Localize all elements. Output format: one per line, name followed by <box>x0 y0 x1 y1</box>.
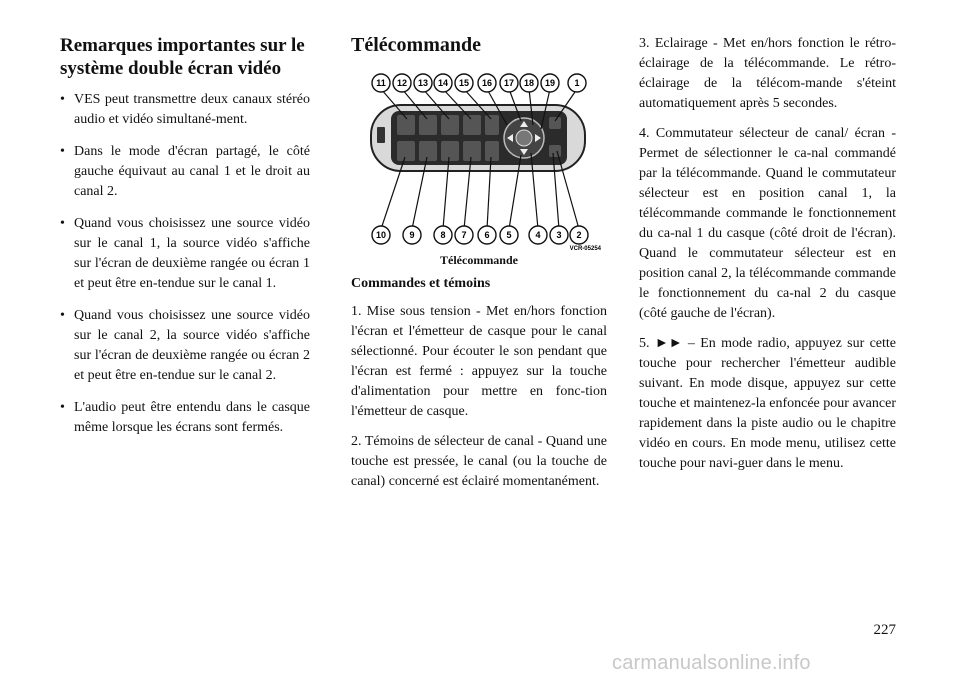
callout-badge <box>372 226 390 244</box>
svg-text:17: 17 <box>503 78 515 88</box>
callout-badge <box>372 74 390 92</box>
svg-text:7: 7 <box>461 230 467 240</box>
svg-text:14: 14 <box>437 78 449 88</box>
callout-badge <box>529 226 547 244</box>
callout-badge <box>550 226 568 244</box>
middle-column <box>351 34 607 502</box>
callout-badge <box>403 226 421 244</box>
svg-text:5: 5 <box>506 230 512 240</box>
section-heading-remote: Télécommande <box>351 34 481 56</box>
callout-badge <box>500 226 518 244</box>
subheading-controls: Commandes et témoins <box>351 276 491 291</box>
paragraph: 1. Mise sous tension - Met en/hors fonction l'écran et l'émetteur de casque pour le canal sélectionné. Pour écouter le son pendant que l'écran est fermé : appuyez sur la touche d'alimentation pour mettre en fonc-tion l'émetteur de casque. <box>351 304 607 419</box>
brand-logo <box>377 127 385 143</box>
remote-control-figure <box>351 71 607 251</box>
svg-text:10: 10 <box>375 230 387 240</box>
list-item: • Dans le mode d'écran partagé, le côté gauche équivaut au canal 1 et le droit au canal 2. <box>60 142 310 202</box>
callout-badge <box>541 74 559 92</box>
paragraph: 3. Eclairage - Met en/hors fonction le rétro-éclairage de la télécommande. Le rétro-éclairage de la télécom-mande s'éteint automatiquement après 5 secondes. <box>639 36 896 111</box>
callout-badge <box>455 226 473 244</box>
svg-text:3: 3 <box>556 230 562 240</box>
callout-badge <box>455 74 473 92</box>
paragraph: 5. ►► – En mode radio, appuyez sur cette touche pour rechercher l'émetteur audible suivant. En mode disque, appuyez sur cette touche et maintenez-la enfoncée pour avancer rapidement dans la piste audio ou le chapitre vidéo en cours. En mode menu, utilisez cette touche pour navi-guer dans le menu. <box>639 336 896 471</box>
paragraph: 2. Témoins de sélecteur de canal - Quand une touche est pressée, le canal (ou la touche de canal) concerné est éclairé momentanément. <box>351 434 607 489</box>
remote-control-illustration <box>351 71 607 251</box>
svg-text:4: 4 <box>535 230 541 240</box>
top-callouts <box>372 74 586 92</box>
callout-badge <box>414 74 432 92</box>
bottom-callouts <box>372 226 588 244</box>
svg-text:18: 18 <box>523 78 535 88</box>
svg-text:9: 9 <box>409 230 415 240</box>
svg-text:19: 19 <box>544 78 556 88</box>
figure-reference-code: VCR-05254 <box>569 246 601 251</box>
right-column <box>639 34 896 484</box>
callout-badge <box>434 74 452 92</box>
svg-text:6: 6 <box>484 230 490 240</box>
callout-badge <box>520 74 538 92</box>
callout-badge <box>568 74 586 92</box>
left-column <box>60 34 310 450</box>
svg-text:13: 13 <box>417 78 429 88</box>
callout-badge <box>570 226 588 244</box>
list-item: • VES peut transmettre deux canaux stéréo audio et vidéo simultané-ment. <box>60 90 310 130</box>
callout-badge <box>434 226 452 244</box>
svg-text:1: 1 <box>574 78 580 88</box>
callout-badge <box>500 74 518 92</box>
svg-text:2: 2 <box>576 230 582 240</box>
page-number: 227 <box>873 622 896 638</box>
remarks-list <box>60 90 310 438</box>
svg-text:16: 16 <box>481 78 493 88</box>
svg-text:15: 15 <box>458 78 470 88</box>
enter-button <box>516 130 532 146</box>
svg-text:8: 8 <box>440 230 446 240</box>
section-heading-remarks: Remarques importantes sur le système double écran vidéo <box>60 35 305 79</box>
list-item: • L'audio peut être entendu dans le casque même lorsque les écrans sont fermés. <box>60 398 310 438</box>
watermark: carmanualsonline.info <box>612 652 811 674</box>
figure-caption: Télécommande <box>440 253 518 267</box>
callout-badge <box>478 74 496 92</box>
paragraph: 4. Commutateur sélecteur de canal/ écran - Permet de sélectionner le ca-nal commandé par la télécommande. Quand le commutateur sélecteur est en position canal 1, la télécommande commande le fonctionnement du ca-nal 1 du casque (côté droit de l'écran). Quand le commutateur sélecteur est en position canal 2, la télécommande commande le fonctionnement du ca-nal 2 du casque (côté gauche de l'écran). <box>639 126 896 321</box>
list-item: • Quand vous choisissez une source vidéo sur le canal 2, la source vidéo s'affiche sur l'écran de deuxième rangée ou écran 2 et peut être en-tendue sur le canal 2. <box>60 306 310 386</box>
callout-badge <box>393 74 411 92</box>
callout-badge <box>478 226 496 244</box>
svg-text:12: 12 <box>396 78 408 88</box>
svg-text:11: 11 <box>376 78 386 88</box>
list-item: • Quand vous choisissez une source vidéo sur le canal 1, la source vidéo s'affiche sur l'écran de deuxième rangée ou écran 1 et peut être en-tendue sur le canal 1. <box>60 214 310 294</box>
